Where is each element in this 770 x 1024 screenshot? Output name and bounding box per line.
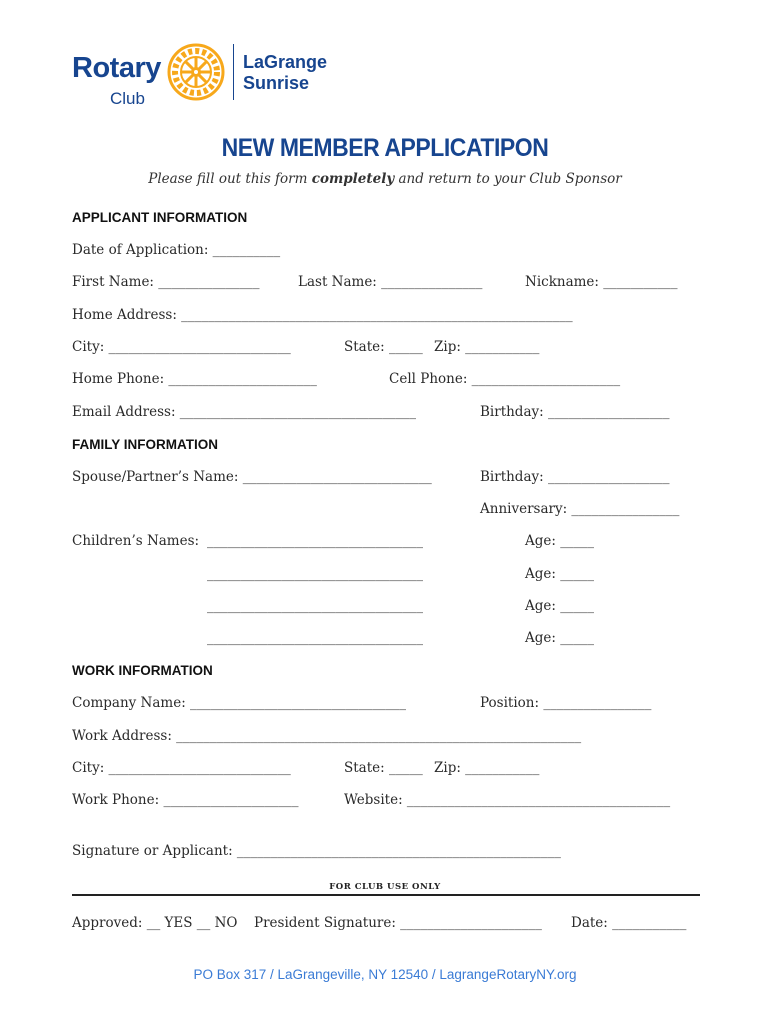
spouse-birthday-field[interactable]: Birthday: __________________ xyxy=(480,469,670,485)
work-zip-field[interactable]: Zip: ___________ xyxy=(434,760,540,776)
childrens-names-label: Children’s Names: xyxy=(72,533,200,549)
home-phone-field[interactable]: Home Phone: ______________________ xyxy=(72,371,317,387)
section-heading-work: WORK INFORMATION xyxy=(72,663,213,678)
child-age-field-1[interactable]: Age: _____ xyxy=(525,533,594,549)
nickname-field[interactable]: Nickname: ___________ xyxy=(525,274,678,290)
signature-field[interactable]: Signature or Applicant: ________________________________________________ xyxy=(72,843,561,859)
position-field[interactable]: Position: ________________ xyxy=(480,695,652,711)
child-name-field-1[interactable]: ________________________________ xyxy=(207,533,423,549)
child-age-field-2[interactable]: Age: _____ xyxy=(525,566,594,582)
work-state-field[interactable]: State: _____ xyxy=(344,760,423,776)
first-name-field[interactable]: First Name: _______________ xyxy=(72,274,260,290)
work-city-field[interactable]: City: ___________________________ xyxy=(72,760,291,776)
work-phone-field[interactable]: Work Phone: ____________________ xyxy=(72,792,299,808)
city-field[interactable]: City: ___________________________ xyxy=(72,339,291,355)
child-name-field-2[interactable]: ________________________________ xyxy=(207,566,423,582)
footer-address: PO Box 317 / LaGrangeville, NY 12540 / LagrangeRotaryNY.org xyxy=(193,967,577,982)
logo-line1: LaGrange xyxy=(243,52,328,72)
child-age-field-4[interactable]: Age: _____ xyxy=(525,630,594,646)
work-address-field[interactable]: Work Address: ____________________________________________________________ xyxy=(72,728,582,744)
rotary-wheel-icon xyxy=(166,42,226,106)
subtitle xyxy=(0,171,770,187)
logo-club-text: Club xyxy=(110,89,145,108)
subtitle-pre: Please fill out this form xyxy=(148,171,312,187)
club-use-label: FOR CLUB USE ONLY xyxy=(329,882,441,892)
logo-line2: Sunrise xyxy=(243,73,310,93)
website-field[interactable]: Website: _______________________________________ xyxy=(344,792,671,808)
child-name-field-4[interactable]: ________________________________ xyxy=(207,630,423,646)
logo-divider xyxy=(233,44,234,100)
logo-rotary-text: Rotary xyxy=(72,52,161,84)
last-name-field[interactable]: Last Name: _______________ xyxy=(298,274,483,290)
section-heading-applicant: APPLICANT INFORMATION xyxy=(72,210,248,225)
approved-field[interactable]: Approved: __ YES __ NO xyxy=(72,915,238,931)
president-signature-field[interactable]: President Signature: _____________________ xyxy=(254,915,542,931)
state-field[interactable]: State: _____ xyxy=(344,339,423,355)
section-heading-family: FAMILY INFORMATION xyxy=(72,437,219,452)
birthday-field[interactable]: Birthday: __________________ xyxy=(480,404,670,420)
spouse-name-field[interactable]: Spouse/Partner’s Name: ____________________________ xyxy=(72,469,432,485)
child-age-field-3[interactable]: Age: _____ xyxy=(525,598,594,614)
logo-club-name xyxy=(243,52,327,94)
company-name-field[interactable]: Company Name: ________________________________ xyxy=(72,695,407,711)
child-name-field-3[interactable]: ________________________________ xyxy=(207,598,423,614)
approval-date-field[interactable]: Date: ___________ xyxy=(571,915,687,931)
divider-rule xyxy=(72,894,700,896)
zip-field[interactable]: Zip: ___________ xyxy=(434,339,540,355)
page-title: NEW MEMBER APPLICATIPON xyxy=(221,134,549,162)
cell-phone-field[interactable]: Cell Phone: ______________________ xyxy=(389,371,621,387)
date-of-application-field[interactable]: Date of Application: __________ xyxy=(72,242,281,258)
subtitle-post: and return to your Club Sponsor xyxy=(394,171,622,187)
subtitle-bold: completely xyxy=(311,171,395,187)
home-address-field[interactable]: Home Address: __________________________________________________________ xyxy=(72,307,573,323)
email-address-field[interactable]: Email Address: ___________________________________ xyxy=(72,404,417,420)
anniversary-field[interactable]: Anniversary: ________________ xyxy=(480,501,680,517)
